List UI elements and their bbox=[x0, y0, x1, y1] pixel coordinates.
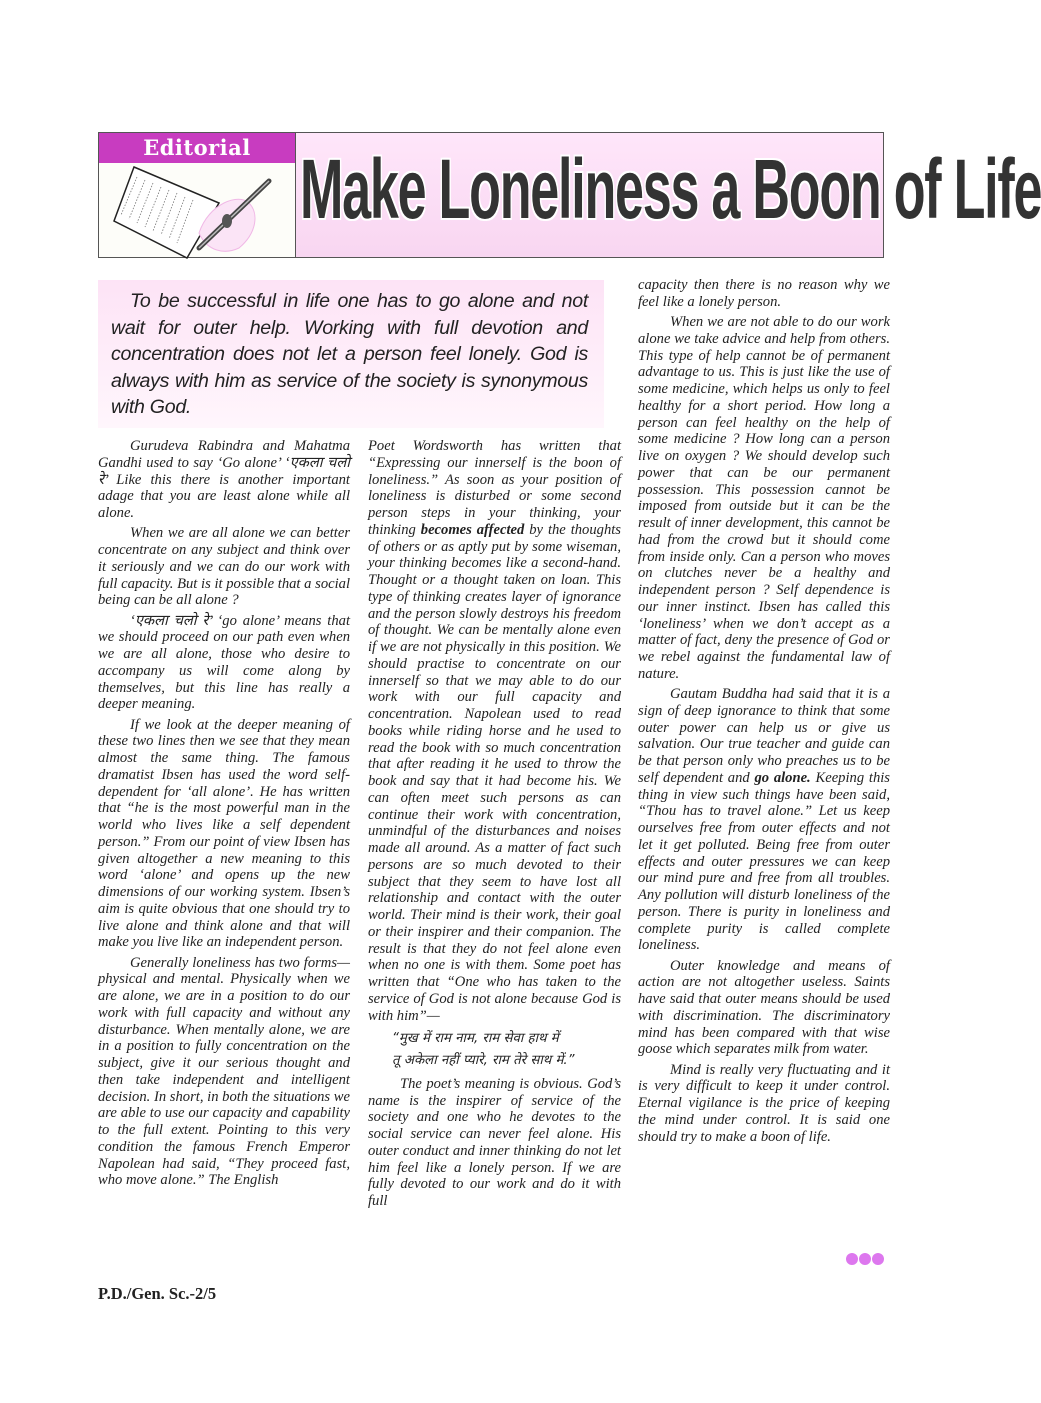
editorial-header bbox=[98, 132, 1041, 258]
summary-text: To be successful in life one has to go alone and not wait for outer help. Working with full devotion and concentration does not let a person feel lonely. God is always with him as service of the society is synonymous with God. bbox=[111, 290, 588, 418]
paragraph bbox=[368, 438, 621, 1024]
verse-line: तू अकेला नहीं प्यारे, राम तेरे साथ में.” bbox=[392, 1052, 575, 1068]
hand-writing-with-pen-icon bbox=[99, 163, 295, 257]
paragraph: When we are not able to do our work alone we take advice and help from others. This type of help cannot be of permanent advantage to us. This is just like the use of some medicine, which helps us only to feel healthy for a short period. How long a person can feel healthy on the help of some medicine ? How long can a person live on oxygen ? We should develop such power that can be our permanent possession. This possession cannot be imposed from outside but it can be the result of inner development, this cannot be had from the crowd but it should come from inside only. Can a person who moves on clutches never be a healthy and independent person ? Self dependence is our inner instinct. Ibsen has called this ‘loneliness’ when we don’t accept as a matter of fact, deny the presence of God or we rebel against the fundamental law of nature. bbox=[638, 314, 890, 682]
end-mark-dots bbox=[846, 1253, 884, 1265]
verse-line: “मुख में राम नाम, राम सेवा हाथ में bbox=[392, 1030, 559, 1046]
section-label: Editorial bbox=[99, 133, 295, 163]
paragraph: Generally loneliness has two forms—physical and mental. Physically when we are alone, we are in a position to do our work with full capacity and without any disturbance. When mentally alone, we are in a position to fully concentration on the subject, give it our serious thought and then take independent and intelligent decision. In short, in both the situations we are able to use our capacity and capability to the full extent. Pointing to this very condition the famous French Emperor Napolean had said, “They proceed fast, who move alone.” The English bbox=[98, 954, 350, 1189]
text: Keeping this thing in view such things have been said, “Thou has to travel alone.” Let us keep ourselves free from outer effects and not let it get polluted. Being free from outer effects and outer pressures we can keep our mind pure and free from all troubles. Any pollution will disturb loneliness of the person. There is purity in loneliness and complete purity is called complete loneliness. bbox=[638, 769, 890, 954]
hindi-verse bbox=[368, 1028, 621, 1072]
dot-icon bbox=[872, 1253, 884, 1265]
text: Poet Wordsworth has written that “Expressing our innerself is the boon of loneliness.” As soon as your position of loneliness is disturbed or some second person steps in your thinking, your thinking bbox=[368, 438, 621, 538]
page-code: P.D./Gen. Sc.-2/5 bbox=[98, 1284, 217, 1303]
text: Gautam Buddha had said that it is a sign of deep ignorance to think that some outer power can help us or give us salvation. Our true teacher and guide can be that person only who preaches us to be self dependent and bbox=[638, 686, 890, 786]
column-2 bbox=[368, 438, 621, 1213]
emphasis: becomes affected bbox=[420, 521, 525, 538]
paragraph: Gurudeva Rabindra and Mahatma Gandhi used to say ‘Go alone’ ‘एकला चलो रे’ Like this there is another important adage that you are least alone while all alone. bbox=[98, 438, 350, 521]
dot-icon bbox=[859, 1253, 871, 1265]
column-3 bbox=[638, 277, 890, 1149]
title-banner bbox=[295, 133, 1041, 257]
paragraph: If we look at the deeper meaning of these two lines then we see that they mean almost the same thing. The famous dramatist Ibsen has used the word self-dependent for ‘all alone’. He has written that “he is the most powerful man in the world who lives like a self dependent person.” From our point of view Ibsen has given altogether a new meaning to this word ‘alone’ and opens up the new dimensions of our working system. Ibsen’s aim is quite obvious that one should try to live alone and think alone and that will make you live like an independent person. bbox=[98, 716, 350, 951]
text: by the thoughts of others or as aptly put by some wiseman, your thinking becomes like a second-hand. Thought or a thought taken on loan. This type of thinking creates layer of ignorance and the person slowly destroys his freedom of thought. We can be mentally alone even if we are not physically in this position. We should practise to concentrate on our innerself so that we may able to do our work with our full capacity and concentration. Napolean used to read books while riding horse and he used to read the book with so much concentration that after reading it he used to throw the book and say that it had become his. We can often meet such persons as can continue their work with concentration, unmindful of the disturbances and noises made all around. As a matter of fact such persons are so much devoted to their subject that they seem to have lost all relationship and contact with the outer world. Their mind is their work, their goal or their inspirer and their companion. The result is that they do not feel alone even when no one is with them. Some poet has written that “One who has taken to the service of God is not alone because God is with him”— bbox=[368, 521, 621, 1024]
paragraph: Outer knowledge and means of action are not altogether useless. Saints have said that outer means should be used with discrimination. The discriminatory mind has been compared with that wise goose which separates milk from water. bbox=[638, 957, 890, 1058]
paragraph: ‘एकला चलो रे’ ‘go alone’ means that we should proceed on our path even when we are all alone, those who desire to accompany us will come along by themselves, but this line has really a deeper meaning. bbox=[98, 612, 350, 713]
paragraph: The poet’s meaning is obvious. God’s name is the inspirer of service of the society and one who he devotes to the social service can never feel alone. His outer conduct and inner thinking do not let him feel like a lonely person. If we are fully devoted to our work and do it with full bbox=[368, 1075, 621, 1209]
paragraph: Mind is really very fluctuating and it is very difficult to keep it under control. Eternal vigilance is the price of keeping the mind under control. It is said one should try to make a boon of life. bbox=[638, 1061, 890, 1145]
page-title: Make Loneliness a Boon of Life bbox=[300, 142, 1041, 236]
summary-box bbox=[98, 280, 604, 428]
dot-icon bbox=[846, 1253, 858, 1265]
paragraph bbox=[638, 686, 890, 954]
paragraph: When we are all alone we can better concentrate on any subject and think over it seriously and we can do our work with full capacity. But is it possible that a social being can be all alone ? bbox=[98, 525, 350, 609]
emphasis: go alone. bbox=[754, 769, 811, 786]
column-1 bbox=[98, 438, 350, 1193]
paragraph: capacity then there is no reason why we feel like a lonely person. bbox=[638, 277, 890, 310]
